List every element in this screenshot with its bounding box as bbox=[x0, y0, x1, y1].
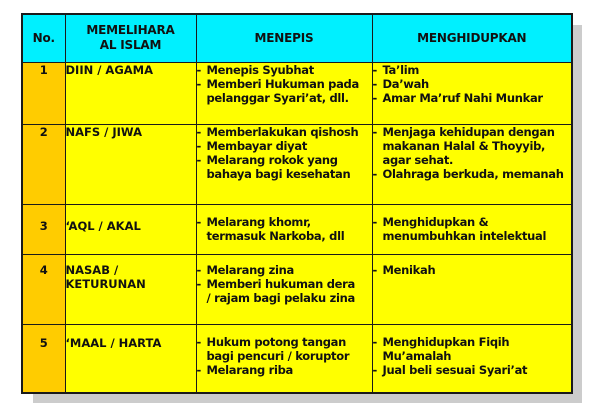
bullet-dash-icon: - bbox=[196, 262, 201, 277]
row-number: 1 bbox=[22, 62, 65, 124]
list-item-text: Memberi Hukuman pada bbox=[206, 76, 359, 91]
bullet-dash-icon: - bbox=[196, 138, 201, 153]
bullet-dash-icon: - bbox=[372, 166, 377, 181]
list-item bbox=[373, 335, 572, 349]
list-item bbox=[373, 215, 572, 229]
row-menghidupkan bbox=[372, 254, 572, 324]
list-item-text: Melarang riba bbox=[206, 362, 294, 377]
row-aspect bbox=[65, 324, 196, 393]
row-number: 4 bbox=[22, 254, 65, 324]
bullet-dash-icon: - bbox=[196, 124, 201, 139]
bullet-dash-icon: - bbox=[372, 362, 377, 377]
list-item-text: / rajam bagi pelaku zina bbox=[206, 290, 355, 305]
list-item bbox=[373, 63, 572, 77]
list-item-text: bahaya bagi kesehatan bbox=[206, 166, 351, 181]
list-item-text: agar sehat. bbox=[382, 152, 454, 167]
bullet-dash-icon: - bbox=[372, 214, 377, 229]
bullet-dash-icon: - bbox=[196, 214, 201, 229]
row-number: 2 bbox=[22, 124, 65, 204]
header-menepis: MENEPIS bbox=[196, 14, 372, 62]
list-item bbox=[197, 291, 372, 305]
list-item bbox=[197, 139, 372, 153]
list-item bbox=[197, 229, 372, 243]
list-item bbox=[373, 229, 572, 243]
list-item bbox=[373, 153, 572, 167]
list-item bbox=[197, 363, 372, 377]
row-menghidupkan bbox=[372, 62, 572, 124]
row-menghidupkan bbox=[372, 324, 572, 393]
bullet-dash-icon: - bbox=[372, 334, 377, 349]
row-aspect bbox=[65, 254, 196, 324]
list-item-text: Memberlakukan qishosh bbox=[206, 124, 359, 139]
bullet-dash-icon: - bbox=[196, 62, 201, 77]
list-item-text: Menikah bbox=[382, 262, 436, 277]
header-aspect bbox=[65, 14, 196, 62]
list-item-text: Menghidupkan & bbox=[382, 214, 489, 229]
list-item bbox=[373, 91, 572, 105]
header-menghidupkan: MENGHIDUPKAN bbox=[372, 14, 572, 62]
row-aspect-line1: DIIN / AGAMA bbox=[65, 62, 154, 77]
bullet-dash-icon: - bbox=[196, 276, 201, 291]
list-item-text: Ta’lim bbox=[382, 62, 420, 77]
table-row bbox=[22, 62, 572, 124]
list-item-text: pelanggar Syari’at, dll. bbox=[206, 90, 349, 105]
table-row bbox=[22, 324, 572, 393]
list-item bbox=[373, 349, 572, 363]
row-menepis bbox=[196, 254, 372, 324]
list-item-text: Menghidupkan Fiqih bbox=[382, 334, 510, 349]
bullet-dash-icon: - bbox=[196, 152, 201, 167]
row-aspect-line1: NAFS / JIWA bbox=[65, 124, 142, 139]
bullet-dash-icon: - bbox=[372, 62, 377, 77]
list-item bbox=[373, 167, 572, 181]
bullet-dash-icon: - bbox=[196, 334, 201, 349]
list-item bbox=[373, 263, 572, 277]
list-item-text: Menepis Syubhat bbox=[206, 62, 314, 77]
row-menghidupkan bbox=[372, 204, 572, 254]
list-item-text: Melarang khomr, bbox=[206, 214, 311, 229]
list-item-text: Melarang rokok yang bbox=[206, 152, 338, 167]
row-number: 5 bbox=[22, 324, 65, 393]
list-item bbox=[197, 153, 372, 167]
row-number: 3 bbox=[22, 204, 65, 254]
row-aspect-line1: ‘AQL / AKAL bbox=[65, 218, 141, 233]
row-aspect bbox=[65, 204, 196, 254]
table-row bbox=[22, 204, 572, 254]
list-item-text: Melarang zina bbox=[206, 262, 294, 277]
bullet-dash-icon: - bbox=[372, 262, 377, 277]
list-item-text: termasuk Narkoba, dll bbox=[206, 228, 345, 243]
list-item-text: Jual beli sesuai Syari’at bbox=[382, 362, 528, 377]
list-item bbox=[373, 125, 572, 139]
row-menghidupkan bbox=[372, 124, 572, 204]
bullet-dash-icon: - bbox=[196, 76, 201, 91]
bullet-dash-icon: - bbox=[372, 76, 377, 91]
list-item bbox=[197, 349, 372, 363]
list-item-text: Amar Ma’ruf Nahi Munkar bbox=[382, 90, 543, 105]
row-menepis bbox=[196, 124, 372, 204]
list-item-text: menumbuhkan intelektual bbox=[382, 228, 547, 243]
bullet-dash-icon: - bbox=[372, 124, 377, 139]
list-item bbox=[197, 215, 372, 229]
list-item-text: Hukum potong tangan bbox=[206, 334, 347, 349]
header-no: No. bbox=[22, 14, 65, 62]
list-item bbox=[197, 63, 372, 77]
row-menepis bbox=[196, 324, 372, 393]
table-row bbox=[22, 124, 572, 204]
list-item-text: makanan Halal & Thoyyib, bbox=[382, 138, 546, 153]
list-item bbox=[373, 77, 572, 91]
list-item bbox=[197, 91, 372, 105]
header-aspect-line1: MEMELIHARA bbox=[86, 23, 175, 38]
list-item-text: Memberi hukuman dera bbox=[206, 276, 355, 291]
header-aspect-line2: AL ISLAM bbox=[99, 38, 162, 53]
list-item bbox=[197, 277, 372, 291]
row-aspect-line1: NASAB / bbox=[65, 262, 119, 277]
list-item-text: Da’wah bbox=[382, 76, 429, 91]
list-item-text: Olahraga berkuda, memanah bbox=[382, 166, 564, 181]
row-aspect-line1: ‘MAAL / HARTA bbox=[65, 335, 162, 350]
table-row bbox=[22, 254, 572, 324]
row-aspect-line2: KETURUNAN bbox=[65, 276, 146, 291]
list-item bbox=[197, 335, 372, 349]
list-item-text: bagi pencuri / koruptor bbox=[206, 348, 350, 363]
list-item bbox=[373, 139, 572, 153]
list-item-text: Mu’amalah bbox=[382, 348, 452, 363]
row-aspect bbox=[65, 62, 196, 124]
bullet-dash-icon: - bbox=[372, 90, 377, 105]
list-item bbox=[197, 263, 372, 277]
table-header-row bbox=[22, 14, 572, 62]
list-item bbox=[197, 77, 372, 91]
list-item-text: Menjaga kehidupan dengan bbox=[382, 124, 555, 139]
row-aspect bbox=[65, 124, 196, 204]
list-item bbox=[197, 167, 372, 181]
maqashid-syariah-table bbox=[21, 13, 573, 394]
row-menepis bbox=[196, 204, 372, 254]
list-item bbox=[197, 125, 372, 139]
list-item bbox=[373, 363, 572, 377]
bullet-dash-icon: - bbox=[196, 362, 201, 377]
list-item-text: Membayar diyat bbox=[206, 138, 308, 153]
row-menepis bbox=[196, 62, 372, 124]
